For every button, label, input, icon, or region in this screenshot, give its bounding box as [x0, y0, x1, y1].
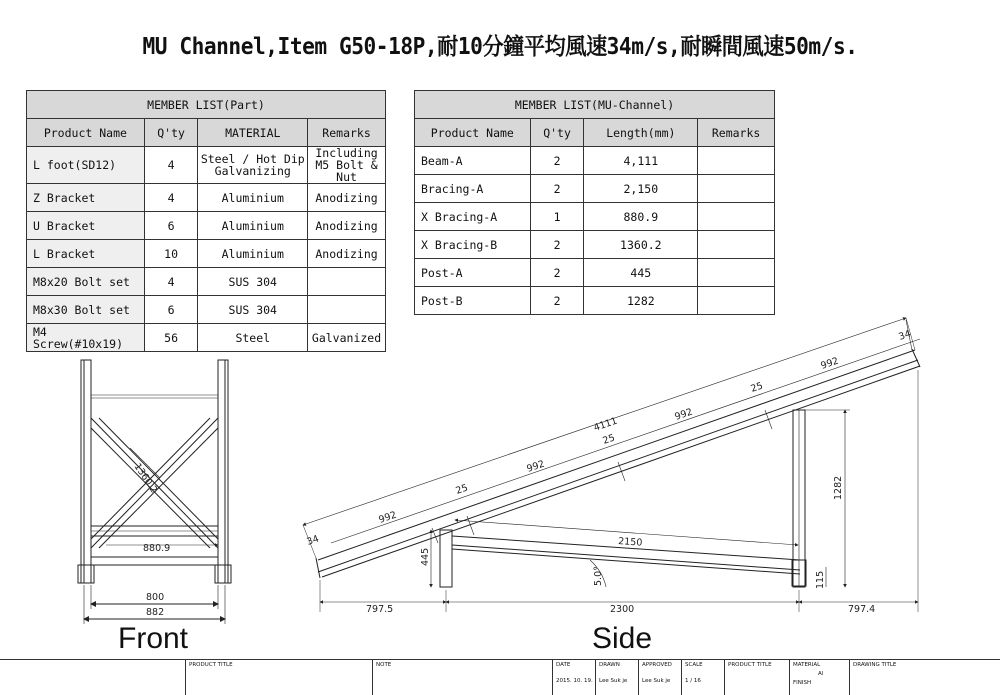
dim-bracing: 2150	[617, 536, 643, 549]
header-qty: Q'ty	[144, 119, 198, 147]
part-name: U Bracket	[27, 212, 145, 240]
dim-angle: 5.0°	[593, 566, 604, 586]
header-qty: Q'ty	[530, 119, 584, 147]
dim-base-mid: 2300	[610, 604, 635, 615]
channel-table-caption: MEMBER LIST(MU-Channel)	[415, 91, 775, 119]
dim-gap-2: 25	[601, 432, 617, 447]
dim-end-right: 34	[897, 328, 913, 343]
dim-gap-1: 25	[454, 482, 470, 497]
channel-name: Post-A	[415, 259, 531, 287]
dim-inner-width: 800	[146, 592, 165, 603]
part-name: M8x20 Bolt set	[27, 268, 145, 296]
channel-qty: 2	[530, 231, 584, 259]
part-name: M8x30 Bolt set	[27, 296, 145, 324]
channel-name: Bracing-A	[415, 175, 531, 203]
part-qty: 4	[144, 268, 198, 296]
tb-logo-cell	[0, 660, 185, 695]
dim-outer-width: 882	[146, 607, 165, 618]
header-remarks: Remarks	[308, 119, 386, 147]
channel-qty: 2	[530, 147, 584, 175]
channel-qty: 2	[530, 287, 584, 315]
channel-length: 445	[584, 259, 698, 287]
dim-xbracing-b: 1360.2	[131, 461, 160, 496]
tb-note: NOTE	[372, 660, 553, 695]
header-remarks: Remarks	[698, 119, 775, 147]
dim-seg-2: 992	[525, 458, 547, 475]
side-view-label: Side	[592, 622, 653, 655]
dim-gap-3: 25	[749, 380, 765, 395]
channel-length: 2,150	[584, 175, 698, 203]
title-block	[0, 659, 1000, 695]
part-qty: 6	[144, 212, 198, 240]
part-remarks: Anodizing	[308, 240, 386, 268]
part-qty: 6	[144, 296, 198, 324]
tb-drawing-title: DRAWING TITLE	[849, 660, 1000, 695]
channel-qty: 2	[530, 259, 584, 287]
dim-post-b: 1282	[833, 475, 844, 500]
channel-name: Post-B	[415, 287, 531, 315]
part-qty: 4	[144, 147, 198, 184]
dim-xbracing-a: 880.9	[143, 543, 171, 554]
tb-scale: SCALE 1 / 16	[681, 660, 725, 695]
part-remarks: Including M5 Bolt & Nut	[308, 147, 386, 184]
dim-base-right: 797.4	[848, 604, 876, 615]
tb-drawn: DRAWN Lee Suk je	[595, 660, 639, 695]
header-material: MATERIAL	[198, 119, 308, 147]
part-name: Z Bracket	[27, 184, 145, 212]
dim-base-left: 797.5	[366, 604, 394, 615]
part-qty: 56	[144, 324, 198, 352]
part-material: Aluminium	[198, 240, 308, 268]
channel-length: 1360.2	[584, 231, 698, 259]
tb-approved: APPROVED Lee Suk je	[638, 660, 682, 695]
tb-material: MATERIAL Al FINISH	[789, 660, 850, 695]
part-qty: 10	[144, 240, 198, 268]
dim-seg-1: 992	[377, 509, 399, 526]
channel-length: 4,111	[584, 147, 698, 175]
header-product-name: Product Name	[415, 119, 531, 147]
dim-seg-4: 992	[819, 355, 841, 372]
dim-end-left: 34	[305, 533, 321, 548]
dim-beam-length: 4111	[592, 415, 619, 434]
part-remarks: Anodizing	[308, 212, 386, 240]
dim-post-a: 445	[420, 547, 431, 566]
part-table-caption: MEMBER LIST(Part)	[27, 91, 386, 119]
tb-product-title: PRODUCT TITLE	[185, 660, 373, 695]
part-name: L foot(SD12)	[27, 147, 145, 184]
part-remarks: Galvanized	[308, 324, 386, 352]
channel-name: X Bracing-A	[415, 203, 531, 231]
channel-length: 880.9	[584, 203, 698, 231]
part-material: SUS 304	[198, 296, 308, 324]
header-product-name: Product Name	[27, 119, 145, 147]
header-length: Length(mm)	[584, 119, 698, 147]
dim-seg-3: 992	[673, 406, 695, 423]
tb-product-title-2: PRODUCT TITLE	[724, 660, 790, 695]
part-material: Steel	[198, 324, 308, 352]
channel-length: 1282	[584, 287, 698, 315]
part-material: Aluminium	[198, 184, 308, 212]
channel-qty: 2	[530, 175, 584, 203]
tb-date: DATE 2015. 10. 19.	[552, 660, 596, 695]
dim-rear-height: 115	[815, 570, 826, 589]
part-qty: 4	[144, 184, 198, 212]
channel-name: X Bracing-B	[415, 231, 531, 259]
part-material: Steel / Hot Dip Galvanizing	[198, 147, 308, 184]
part-remarks: Anodizing	[308, 184, 386, 212]
part-name: M4 Screw(#10x19)	[27, 324, 145, 352]
channel-name: Beam-A	[415, 147, 531, 175]
part-material: Aluminium	[198, 212, 308, 240]
part-material: SUS 304	[198, 268, 308, 296]
part-name: L Bracket	[27, 240, 145, 268]
drawing-title: MU Channel,Item G50-18P,耐10分鐘平均風速34m/s,耐瞬間風速50m/s.	[142, 34, 858, 60]
channel-qty: 1	[530, 203, 584, 231]
front-view-label: Front	[118, 622, 189, 655]
